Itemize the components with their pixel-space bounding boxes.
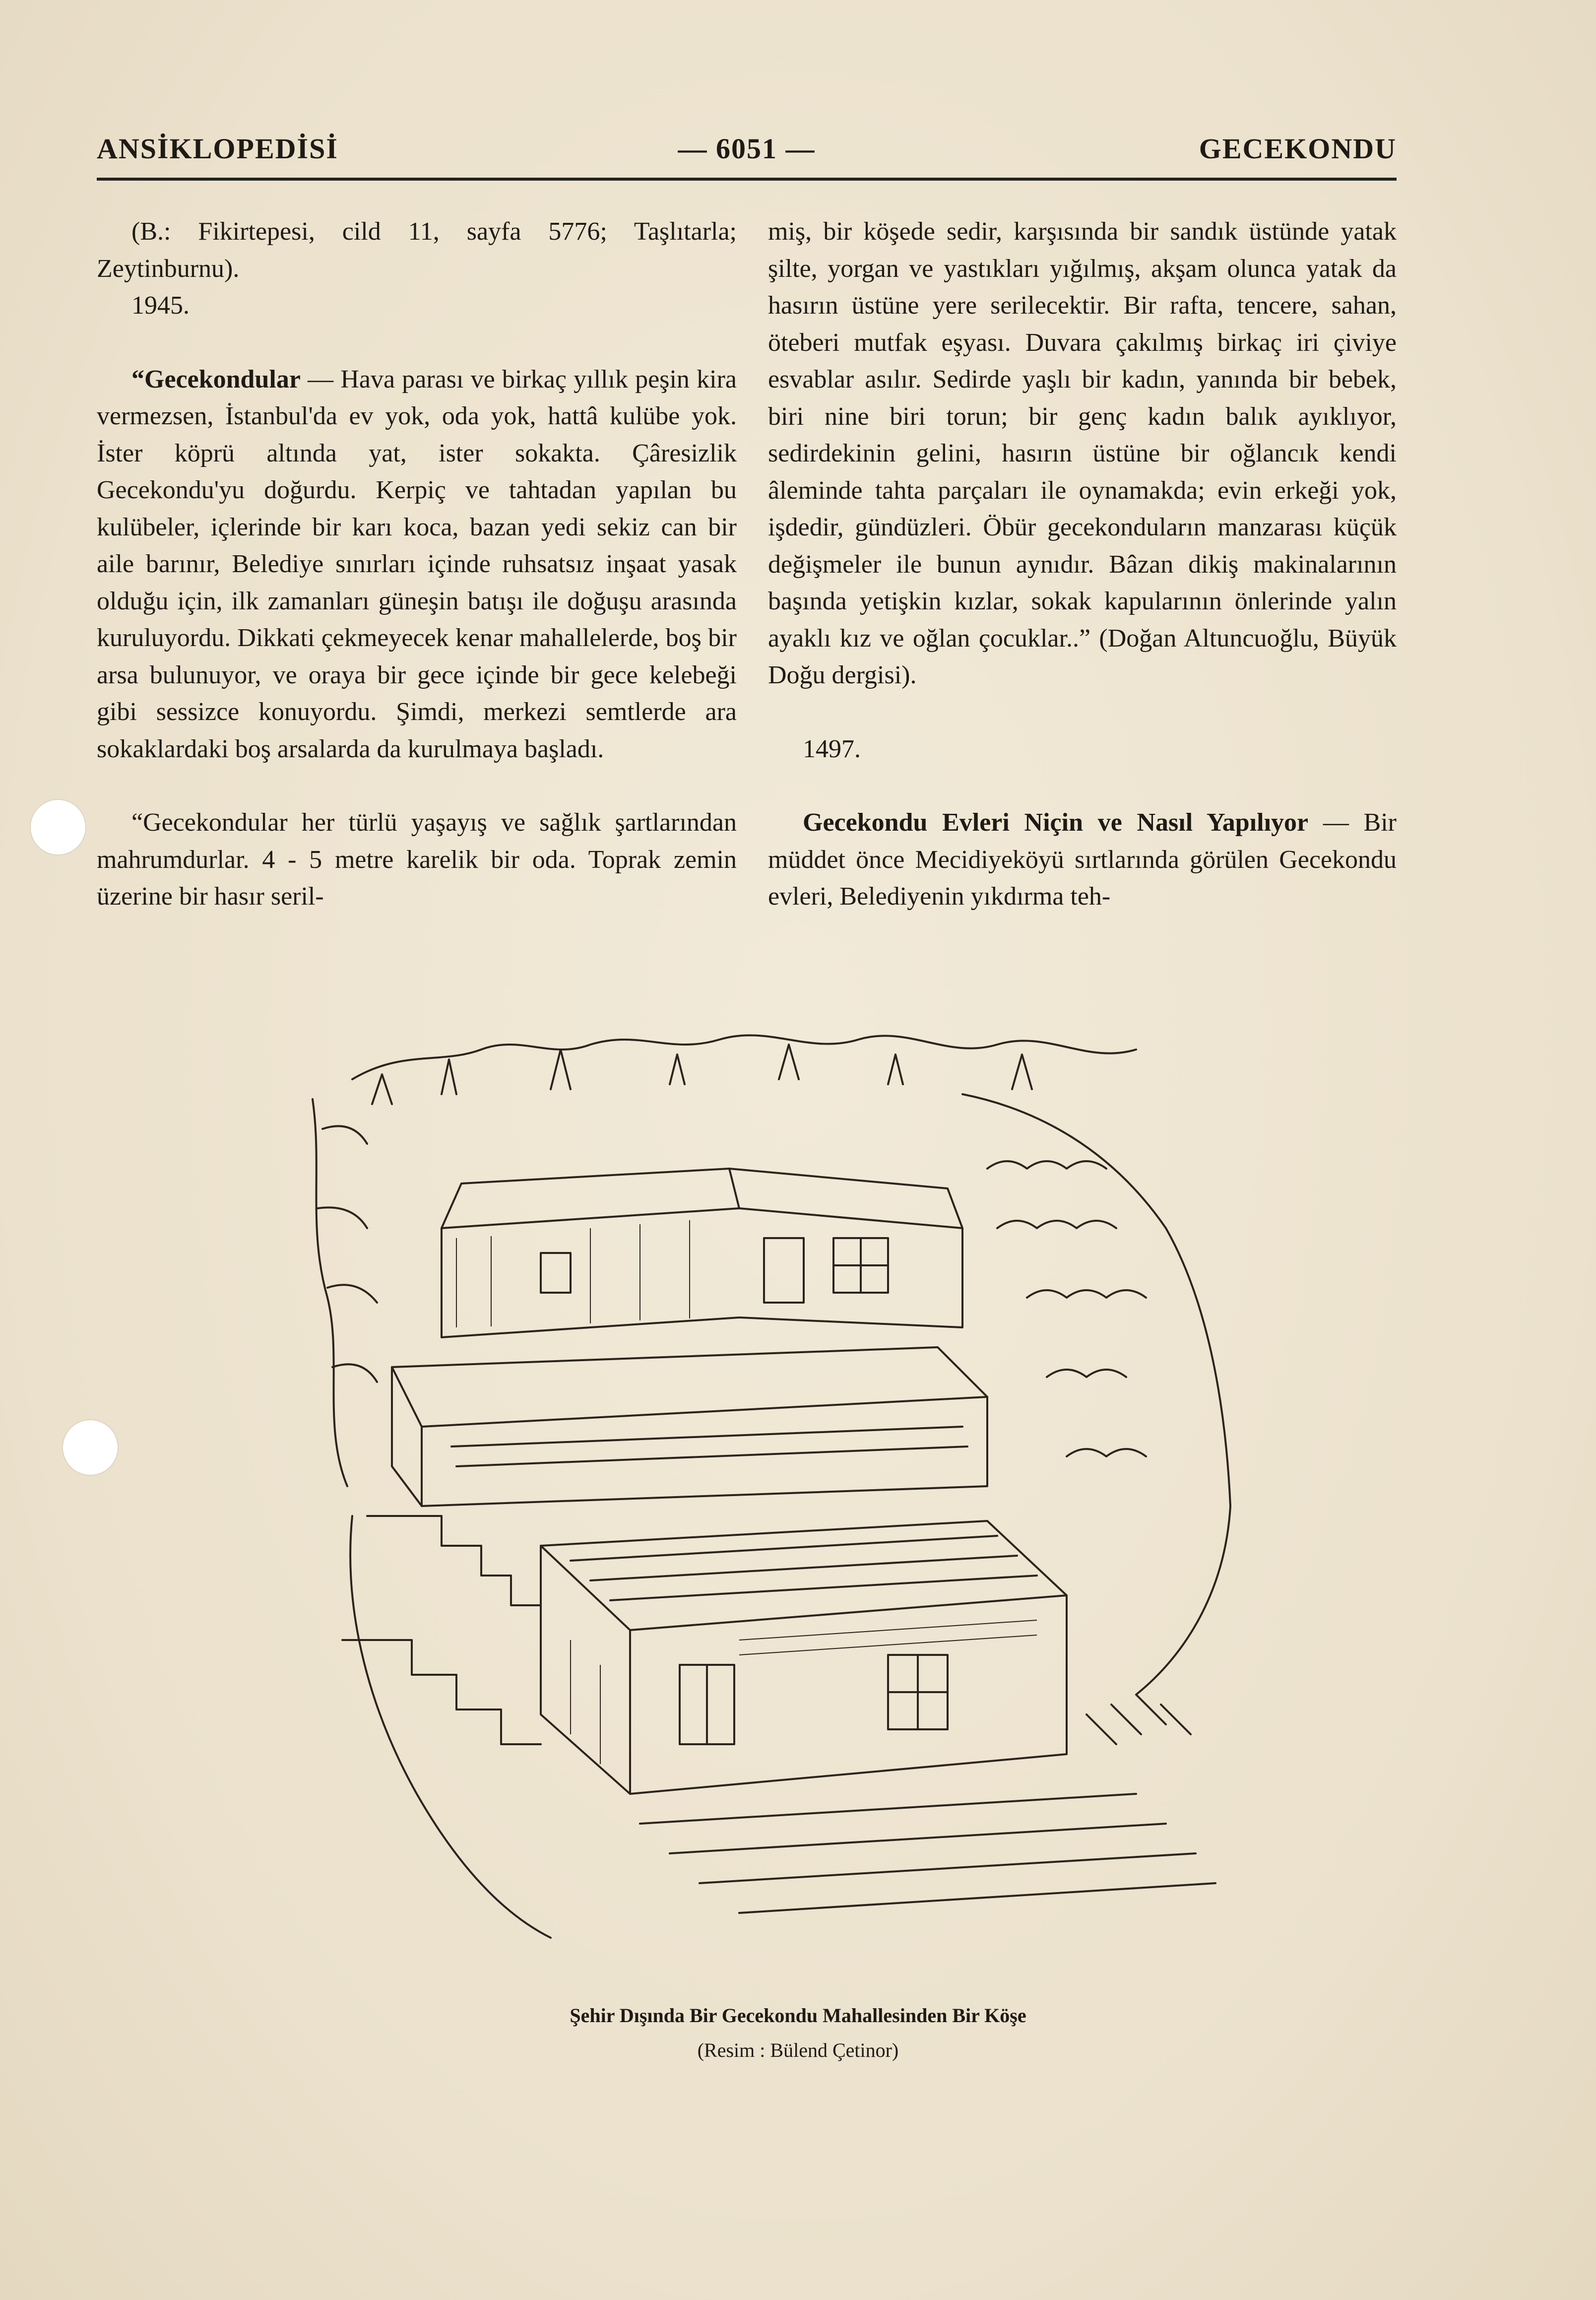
left-column <box>97 213 737 916</box>
punch-hole-bottom <box>62 1419 119 1476</box>
paragraph-heading: Gecekondu Evleri Niçin ve Nasıl Yapılıyor <box>803 808 1309 837</box>
page-header <box>97 119 1397 184</box>
year-1945: 1945. <box>131 291 190 320</box>
reference-note: (B.: Fikirtepesi, cild 11, sayfa 5776; Taşlıtarla; Zeytinburnu). <box>97 217 737 283</box>
gecekondu-illustration <box>293 1020 1245 1943</box>
paragraph-conditions: “Gecekondular her türlü yaşayış ve sağlık şartlarından mahrumdurlar. 4 - 5 metre karelik bir oda. Toprak zemin üzerine bir hasır seril- <box>97 808 737 911</box>
figure-caption: Şehir Dışında Bir Gecekondu Mahallesinden Bir Köşe <box>570 2004 1026 2027</box>
header-entry-title: GECEKONDU <box>1199 132 1397 165</box>
punch-hole-top <box>30 799 86 855</box>
paragraph-continued: miş, bir köşede sedir, karşısında bir sandık üstünde yatak şilte, yorgan ve yastıkları yığılmış, akşam olunca yatak da hasırın üstüne yere serilecektir. Bir rafta, tencere, sahan, öteberi mutfak eşyası. Duvara çakılmış birkaç iri çiviye esvablar asılır. Sedirde yaşlı bir kadın, yanında bir bebek, biri nine biri torun; bir genç kadın balık ayıklıyor, sedirdekinin gelini, hasırın üstüne bir oğlancık kendi âleminde tahta parçaları ile oynamakda; evin erkeği yok, işdedir, gündüzleri. Öbür gecekonduların manzarası küçük değişmeler ile bunun aynıdır. Bâzan dikiş makinalarının başında yetişkin kızlar, sokak kapularının önlerinde yalın ayaklı kız ve oğlan çocuklar..” (Doğan Altuncuoğlu, Büyük Doğu dergisi). <box>768 217 1397 689</box>
header-rule <box>97 178 1397 181</box>
page-number: — 6051 — <box>678 132 816 165</box>
paragraph-body: — Bir müddet önce Mecidiyeköyü sırtlarında görülen Gecekondu evleri, Belediyenin yıkdırma teh- <box>768 808 1397 911</box>
right-column <box>768 213 1397 916</box>
figure-credit: (Resim : Bülend Çetinor) <box>697 2039 899 2061</box>
paragraph-gecekondular <box>97 361 737 768</box>
header-encyclopedia: ANSİKLOPEDİSİ <box>97 132 338 165</box>
paragraph-heading: “Gecekondular <box>131 365 301 394</box>
paragraph-why-how <box>768 804 1397 916</box>
paragraph-body: — Hava parası ve birkaç yıllık peşin kira vermezsen, İstanbul'da ev yok, oda yok, hattâ kulübe yok. İster köprü altında yat, ister sokakta. Çâresizlik Gecekondu'yu doğurdu. Kerpiç ve tahtadan yapılan bu kulübeler, içlerinde bir karı koca, bazan yedi sekiz can bir aile barınır, Belediye sınırları içinde ruhsatsız inşaat yasak olduğu için, ilk zamanları güneşin batışı ile doğuşu arasında kuruluyordu. Dikkati çekmeyecek kenar mahallelerde, boş bir arsa bulunuyor, ve oraya bir gece içinde bir gece kelebeği gibi sessizce konuyordu. Şimdi, merkezi semtlerde ara sokaklardaki boş arsalarda da kurulmaya başladı. <box>97 365 737 763</box>
year-1497: 1497. <box>803 734 861 763</box>
